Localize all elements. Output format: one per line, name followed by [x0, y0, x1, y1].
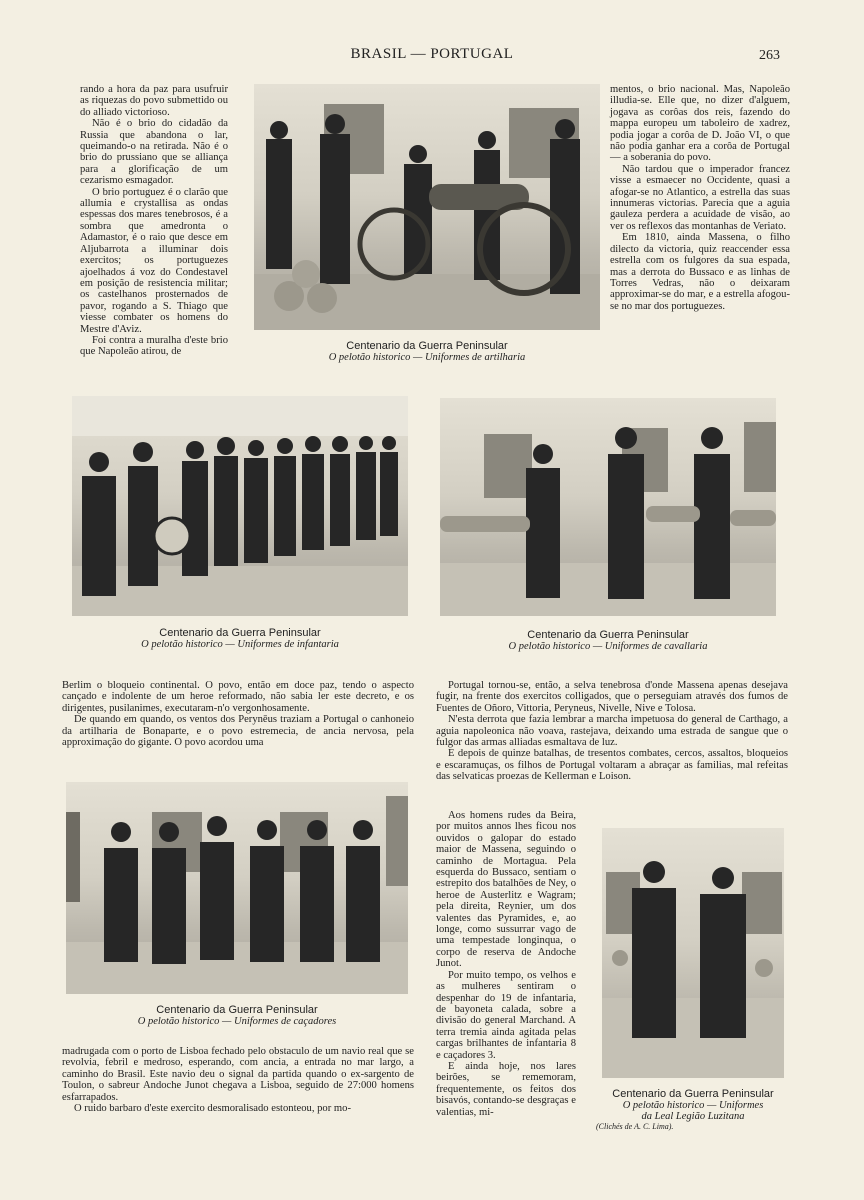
paragraph: rando a hora da paz para usufruir as riquezas do povo submettido ou do alliado victorioso. [80, 84, 228, 118]
caption-subtitle: O pelotão historico — Uniformes [622, 1100, 764, 1111]
caption-title: Centenario da Guerra Peninsular [612, 1088, 774, 1100]
running-title: BRASIL — PORTUGAL [350, 46, 514, 62]
paragraph: Em 1810, ainda Massena, o filho dilecto da victoria, quiz reaccender essa estrella com os fulgores da sua espada, mas a derrota do Bussaco e as linhas de Torres Vedras, não o deixaram approximar-se do mar, e a estrella afogou-se no mar dos portuguezes. [610, 232, 790, 312]
paragraph: Não é o brio do cidadão da Russia que abandona o lar, queimando-o na retirada. Não é o brio do prussiano que se alliança para a glorificação de um cezarismo esmagador. [80, 118, 228, 187]
caption-legion [596, 1088, 790, 1131]
paragraph: Portugal tornou-se, então, a selva tenebrosa d'onde Massena apenas desejava fugir, na frente dos exercitos colligados, que o perseguiam através dos fumos de Fuentes de Oñoro, Vittoria, Peryneus, Nivelle, Nive e Tolosa. [436, 680, 788, 714]
caption-subtitle-2: da Leal Legião Luzitana [641, 1111, 745, 1122]
paragraph: N'esta derrota que fazia lembrar a marcha impetuosa do general de Carthago, a aguia napoleonica não voava, rastejava, deixando uma estrada de sangue que o fulgor das armas alliadas esmaltava de luz. [436, 714, 788, 749]
caption-title: Centenario da Guerra Peninsular [527, 629, 689, 641]
paragraph: E depois de quinze batalhas, de tresentos combates, cercos, assaltos, bloqueios e escaramuças, os filhos de Portugal voltaram a abraçar as familias, mal refeitas das selvaticas proezas de Kellerman e Loison. [436, 748, 788, 783]
text-column-middle-right [436, 680, 788, 783]
text-column-top-left [80, 84, 228, 358]
legion-photo [602, 828, 784, 1078]
paragraph: Não tardou que o imperador francez visse a esmaecer no Occidente, quasi a afogar-se no Atlantico, a estrella das suas innumeras victorias. Parecia que a aguia gauleza perdera a acuidade de visão, ao ver os reflexos das montanhas de Veriato. [610, 163, 790, 232]
caption-artillery [254, 340, 600, 363]
paragraph: Foi contra a muralha d'este brio que Napoleão atirou, de [80, 334, 228, 358]
paragraph: madrugada com o porto de Lisboa fechado pelo obstaculo de um navio real que se revolvia, febril e medroso, esperando, com ancia, a entrada no mar largo, a caminho do Brasil. Este navio deu o signal da partida quando o ex-sargento de Toulon, o sabreur Andoche Junot chegava a Lisboa, seguido de 27:000 homens esfarrapados. [62, 1046, 414, 1103]
page-header [0, 46, 864, 66]
text-column-narrow [436, 810, 576, 1118]
text-column-middle-left [62, 680, 414, 748]
text-column-top-right [610, 84, 790, 312]
paragraph: mentos, o brio nacional. Mas, Napoleão illudia-se. Elle que, no dizer d'alguem, jogava as corôas dos reis, fazendo do mappa europeu um taboleiro de xadrez, podia jogar a corôa de D. João VI, o que não podia ganhar era a corôa de Portugal — a soberania do povo. [610, 84, 790, 164]
caption-title: Centenario da Guerra Peninsular [159, 627, 321, 639]
caption-title: Centenario da Guerra Peninsular [346, 340, 508, 352]
caption-subtitle: O pelotão historico — Uniformes de artilharia [328, 352, 526, 363]
paragraph: E ainda hoje, nos lares beirões, se rememoram, frequentemente, os feitos dos bisavós, contando-se desgraças e valentias, mi- [436, 1060, 576, 1118]
page-number: 263 [759, 48, 780, 63]
cavalry-illustration [440, 398, 776, 616]
infantry-illustration [72, 396, 408, 616]
caption-cavalry [440, 629, 776, 652]
cavalry-photo [440, 398, 776, 616]
caption-subtitle: O pelotão historico — Uniformes de cavallaria [508, 641, 708, 652]
photo-credit: (Clichés de A. C. Lima). [596, 1122, 674, 1131]
artillery-illustration [254, 84, 600, 330]
caption-title: Centenario da Guerra Peninsular [156, 1004, 318, 1016]
paragraph: O brio portuguez é o clarão que allumia e crystallisa as ondas espessas dos mares tenebrosos, é a sombra que amedronta o Adamastor, é o raio que desce em Aljubarrota a illuminar dois exercitos; os portuguezes ajoelhados á voz do Condestavel em posição de resistencia militar; os castelhanos prosternados de pavor, rogando a S. Thiago que viesse combater os homens do Mestre d'Aviz. [80, 186, 228, 335]
hunters-illustration [66, 782, 408, 994]
paragraph: O ruido barbaro d'este exercito desmoralisado estonteou, por mo- [74, 1103, 351, 1115]
artillery-photo [254, 84, 600, 330]
infantry-photo [72, 396, 408, 616]
paragraph: De quando em quando, os ventos dos Perynēus traziam a Portugal o canhoneio da artilharia de Bonaparte, e o povo estremecia, de ancia nervosa, pela approximação do gigante. O povo acordou uma [62, 714, 414, 749]
paragraph: Aos homens rudes da Beira, por muitos annos lhes ficou nos ouvidos o galopar do estado maior de Massena, seguindo o caminho de Mortagua. Pela esquerda do Bussaco, sentiam o estrepito dos batalhões de Ney, o heroe de Austerlitz e Wagram; pela direita, Reynier, um dos valentes das Pyramides, e, ao longe, como sussurrar vago de uma tempestade longinqua, o corpo de reserva de Andoche Junot. [436, 810, 576, 970]
text-column-bottom-left [62, 1046, 414, 1114]
caption-subtitle: O pelotão historico — Uniformes de infantaria [141, 639, 339, 650]
caption-hunters [66, 1004, 408, 1027]
hunters-photo [66, 782, 408, 994]
caption-subtitle: O pelotão historico — Uniformes de caçadores [137, 1016, 337, 1027]
legion-illustration [602, 828, 784, 1078]
paragraph: Berlim o bloqueio continental. O povo, então em doce paz, tendo o aspecto cançado e indolente de um heroe reformado, não sabia ler este decreto, e os dirigentes, pusilanimes, executaram-n'o vergonhosamente. [62, 680, 414, 714]
caption-infantry [72, 627, 408, 650]
paragraph: Por muito tempo, os velhos e as mulheres sentiram o despenhar do 19 de infantaria, de bayoneta calada, sobre a divisão do general Marchand. A terra tremia ainda agitada pelas cargas brilhantes de infantaria 8 e caçadores 3. [436, 969, 576, 1061]
